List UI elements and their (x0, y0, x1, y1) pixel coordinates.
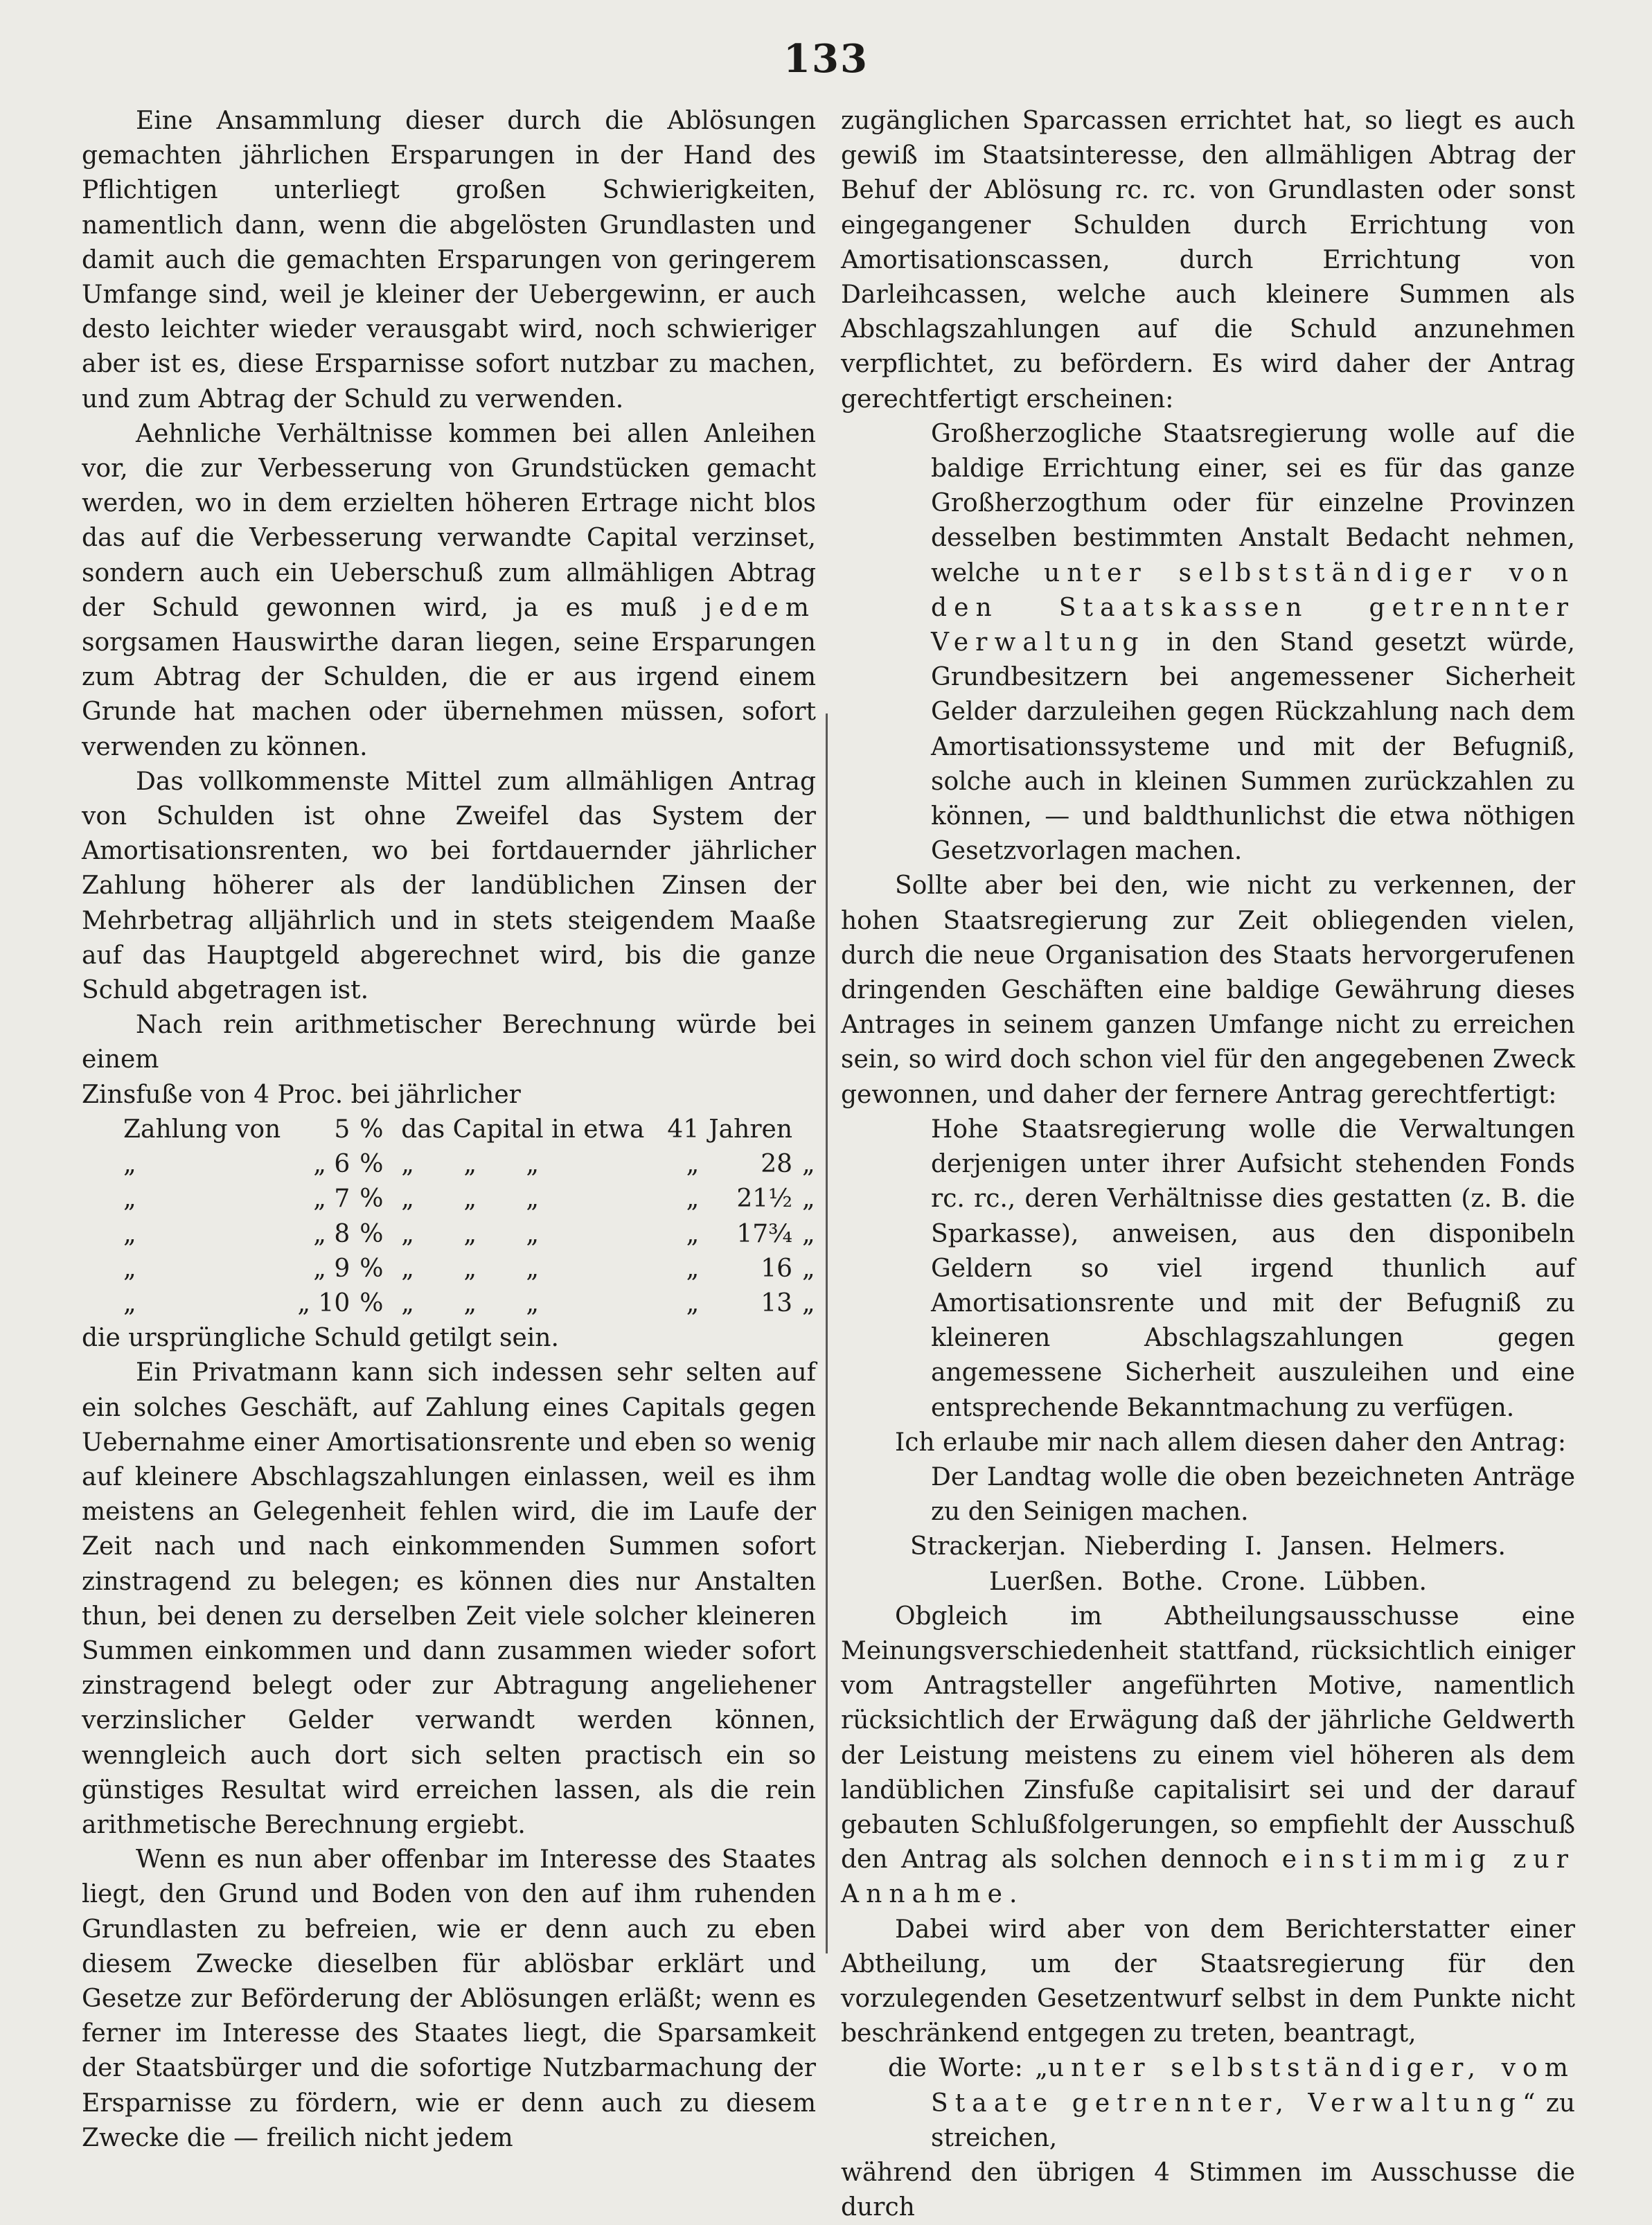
paragraph: zugänglichen Sparcassen errichtet hat, so liegt es auch gewiß im Staatsinteresse, den allmähligen Abtrag der Behuf der Ablösung rc. rc. von Grundlasten oder sonst eingegangener Schulden durch Errichtung von Amortisationscassen, durch Errichtung von Darleihcassen, welche auch kleinere Summen als Abschlagszahlungen auf die Schuld anzunehmen verpflichtet, zu befördern. Es wird daher der Antrag gerechtfertigt erscheinen: (841, 107, 1575, 414)
table-cell: „ (123, 1219, 136, 1248)
paragraph: Ein Privatmann kann sich indessen sehr selten auf ein solches Geschäft, auf Zahlung eines Capitals gegen Uebernahme einer Amortisationsrente und eben so wenig auf kleinere Abschlagszahlungen einlassen, weil es ihm meistens an Gelegenheit fehlen wird, die im Laufe der Zeit nach und nach einkommenden Summen sofort zinstragend zu belegen; es können dies nur Anstalten thun, bei denen zu derselben Zeit viele solcher kleineren Summen einkommen und dann zusammen wieder sofort zinstragend belegt oder zur Abtragung angeliehener verzinslicher Gelder verwandt werden können, wenngleich auch dort sich selten practisch ein so günstiges Resultat wird erreichen lassen, als die rein arithmetische Berechnung ergiebt. (82, 1358, 816, 1839)
table-cell: % (359, 1288, 384, 1318)
table-row (82, 1112, 815, 1147)
table-cell: „ (123, 1185, 136, 1214)
left-column (82, 104, 816, 2156)
table-row (82, 1286, 815, 1321)
quoted-motion: die Worte: „unter selbstständiger, vom Staate getrennter, Verwaltung“ zu streichen, (888, 2054, 1575, 2152)
table-cell: „ (802, 1254, 815, 1283)
paragraph: Ich erlaube mir nach allem diesen daher den Antrag: (895, 1428, 1566, 1457)
paragraph: Das vollkommenste Mittel zum allmähligen Antrag von Schulden ist ohne Zweifel das System der Amortisationsrenten, wo bei fortdauernder jährlicher Zahlung höherer als der landüblichen Zinsen der Mehrbetrag alljährlich und in stets steigendem Maaße auf das Hauptgeld abgerechnet wird, bis die ganze Schuld abgetragen ist. (82, 767, 816, 1005)
table-cell: „ 8 (313, 1219, 350, 1248)
table-row (82, 1217, 815, 1252)
paragraph: während den übrigen 4 Stimmen im Ausschusse die durch (841, 2158, 1575, 2222)
table-cell: „ 6 (313, 1150, 350, 1179)
table-cell: das Capital in etwa (401, 1115, 645, 1144)
signatures: Luerßen. Bothe. Crone. Lübben. (989, 1567, 1427, 1596)
amortisation-table (82, 1112, 815, 1321)
table-cell: 21½ (736, 1185, 793, 1214)
quoted-motion: Hohe Staatsregierung wolle die Verwaltungen derjenigen unter ihrer Aufsicht stehenden Fonds rc. rc., deren Verhältnisse dies gestatten (z. B. die Sparkasse), anweisen, aus den disponibeln Geldern so viel irgend thunlich auf Amortisationsrente und mit der Befugniß zu kleineren Abschlagszahlungen gegen angemessene Sicherheit auszuleihen und eine entsprechende Bekanntmachung zu verfügen. (931, 1115, 1575, 1422)
table-cell: „ (802, 1288, 815, 1318)
table-cell: 16 (761, 1254, 793, 1283)
signatures: Strackerjan. Nieberding I. Jansen. Helmers. (910, 1532, 1506, 1561)
table-cell: Zahlung von (123, 1115, 281, 1144)
paragraph: Zinsfuße von 4 Proc. bei jährlicher (82, 1080, 521, 1109)
spaced-emphasis: jedem (704, 593, 816, 622)
table-cell: „ (686, 1288, 700, 1318)
page-number: 133 (783, 36, 869, 82)
table-row (82, 1147, 815, 1182)
table-cell: „ (686, 1254, 700, 1283)
table-cell: „ (686, 1219, 700, 1248)
table-cell: 41 (667, 1115, 700, 1144)
paragraph: die ursprüngliche Schuld getilgt sein. (82, 1324, 559, 1353)
paragraph: Aehnliche Verhältnisse kommen bei allen Anleihen vor, die zur Verbesserung von Grundstücken gemacht werden, wo in dem erzielten höheren Ertrage nicht blos das auf die Verbesserung verwandte Capital verzinset, sondern auch ein Ueberschuß zum allmähligen Abtrag der Schuld gewonnen wird, ja es muß jedem sorgsamen Hauswirthe daran liegen, seine Ersparungen zum Abtrag der Schulden, die er aus irgend einem Grunde hat machen oder übernehmen müssen, sofort verwenden zu können. (82, 419, 816, 761)
table-cell: „ (802, 1150, 815, 1179)
table-row (82, 1252, 815, 1286)
table-cell: „ 10 (297, 1288, 350, 1318)
table-cell: 13 (761, 1288, 793, 1318)
table-cell: „ (123, 1254, 136, 1283)
table-cell: „ (802, 1185, 815, 1214)
table-cell: % (359, 1185, 384, 1214)
table-cell: „ „ „ (401, 1288, 540, 1318)
table-cell: % (359, 1254, 384, 1283)
table-cell: „ (802, 1219, 815, 1248)
table-cell: 28 (761, 1150, 793, 1179)
table-cell: „ „ „ (401, 1219, 540, 1248)
column-divider (826, 713, 828, 1953)
paragraph: Sollte aber bei den, wie nicht zu verkennen, der hohen Staatsregierung zur Zeit obliegenden vielen, durch die neue Organisation des Staats hervorgerufenen dringenden Geschäften eine baldige Gewährung dieses Antrages in seinem ganzen Umfange nicht zu erreichen sein, so wird doch schon viel für den angegebenen Zweck gewonnen, und daher der fernere Antrag gerechtfertigt: (841, 871, 1575, 1109)
table-cell: „ 7 (313, 1185, 350, 1214)
table-row (82, 1182, 815, 1216)
table-cell: 17¾ (736, 1219, 793, 1248)
paragraph: Dabei wird aber von dem Berichterstatter einer Abtheilung, um der Staatsregierung für den vorzulegenden Gesetzentwurf selbst in dem Punkte nicht beschränkend entgegen zu treten, beantragt, (841, 1915, 1575, 2048)
table-cell: % (359, 1115, 384, 1144)
spaced-emphasis: unter selbstständiger von den Staatskassen getrennter Verwaltung (931, 558, 1576, 657)
table-cell: „ (686, 1150, 700, 1179)
table-cell: % (359, 1219, 384, 1248)
table-cell: „ „ „ (401, 1150, 540, 1179)
table-cell: „ „ „ (401, 1254, 540, 1283)
table-cell: Jahren (709, 1115, 793, 1144)
paragraph: Obgleich im Abtheilungsausschusse eine Meinungsverschiedenheit stattfand, rücksichtlich einiger vom Antragsteller angeführten Motive, namentlich rücksichtlich der Erwägung daß der jährliche Geldwerth der Leistung meistens zu einem viel höheren als dem landüblichen Zinsfuße capitalisirt sei und der darauf gebauten Schlußfolgerungen, so empfiehlt der Ausschuß den Antrag als solchen dennoch einstimmig zur Annahme. (841, 1602, 1575, 1909)
right-column (841, 104, 1575, 2225)
table-cell: „ 9 (313, 1254, 350, 1283)
table-cell: % (359, 1150, 384, 1179)
paragraph: Eine Ansammlung dieser durch die Ablösungen gemachten jährlichen Ersparungen in der Hand des Pflichtigen unterliegt großen Schwierigkeiten, namentlich dann, wenn die abgelösten Grundlasten und damit auch die gemachten Ersparungen von geringerem Umfange sind, weil je kleiner der Uebergewinn, er auch desto leichter wieder verausgabt wird, noch schwieriger aber ist es, diese Ersparnisse sofort nutzbar zu machen, und zum Abtrag der Schuld zu verwenden. (82, 107, 816, 414)
table-cell: „ „ „ (401, 1185, 540, 1214)
spaced-emphasis: unter selbstständiger, vom Staate getrennter, Verwaltung (931, 2054, 1575, 2118)
table-cell: „ (123, 1150, 136, 1179)
table-cell: „ (123, 1288, 136, 1318)
quoted-motion: Großherzogliche Staatsregierung wolle auf die baldige Errichtung einer, sei es für das ganze Großherzogthum oder für einzelne Provinzen desselben bestimmten Anstalt Bedacht nehmen, welche unter selbstständiger von den Staatskassen getrennter Verwaltung in den Stand gesetzt würde, Grundbesitzern bei angemessener Sicherheit Gelder darzuleihen gegen Rückzahlung nach dem Amortisationssysteme und mit der Befugniß, solche auch in kleinen Summen zurückzahlen zu können, — und baldthunlichst die etwa nöthigen Gesetzvorlagen machen. (931, 419, 1576, 866)
paragraph: Nach rein arithmetischer Berechnung würde bei einem (82, 1011, 816, 1074)
paragraph: Wenn es nun aber offenbar im Interesse des Staates liegt, den Grund und Boden von den auf ihm ruhenden Grundlasten zu befreien, wie er denn auch zu eben diesem Zwecke dieselben für ablösbar erklärt und Gesetze zur Beförderung der Ablösungen erläßt; wenn es ferner im Interesse des Staates liegt, die Sparsamkeit der Staatsbürger und die sofortige Nutzbarmachung der Ersparnisse zu fördern, wie er denn auch zu diesem Zwecke die — freilich nicht jedem (82, 1845, 816, 2152)
spaced-emphasis: einstimmig zur Annahme. (841, 1845, 1575, 1909)
table-cell: „ (686, 1185, 700, 1214)
table-cell: 5 (334, 1115, 350, 1144)
quoted-motion: Der Landtag wolle die oben bezeichneten Anträge zu den Seinigen machen. (931, 1462, 1575, 1527)
